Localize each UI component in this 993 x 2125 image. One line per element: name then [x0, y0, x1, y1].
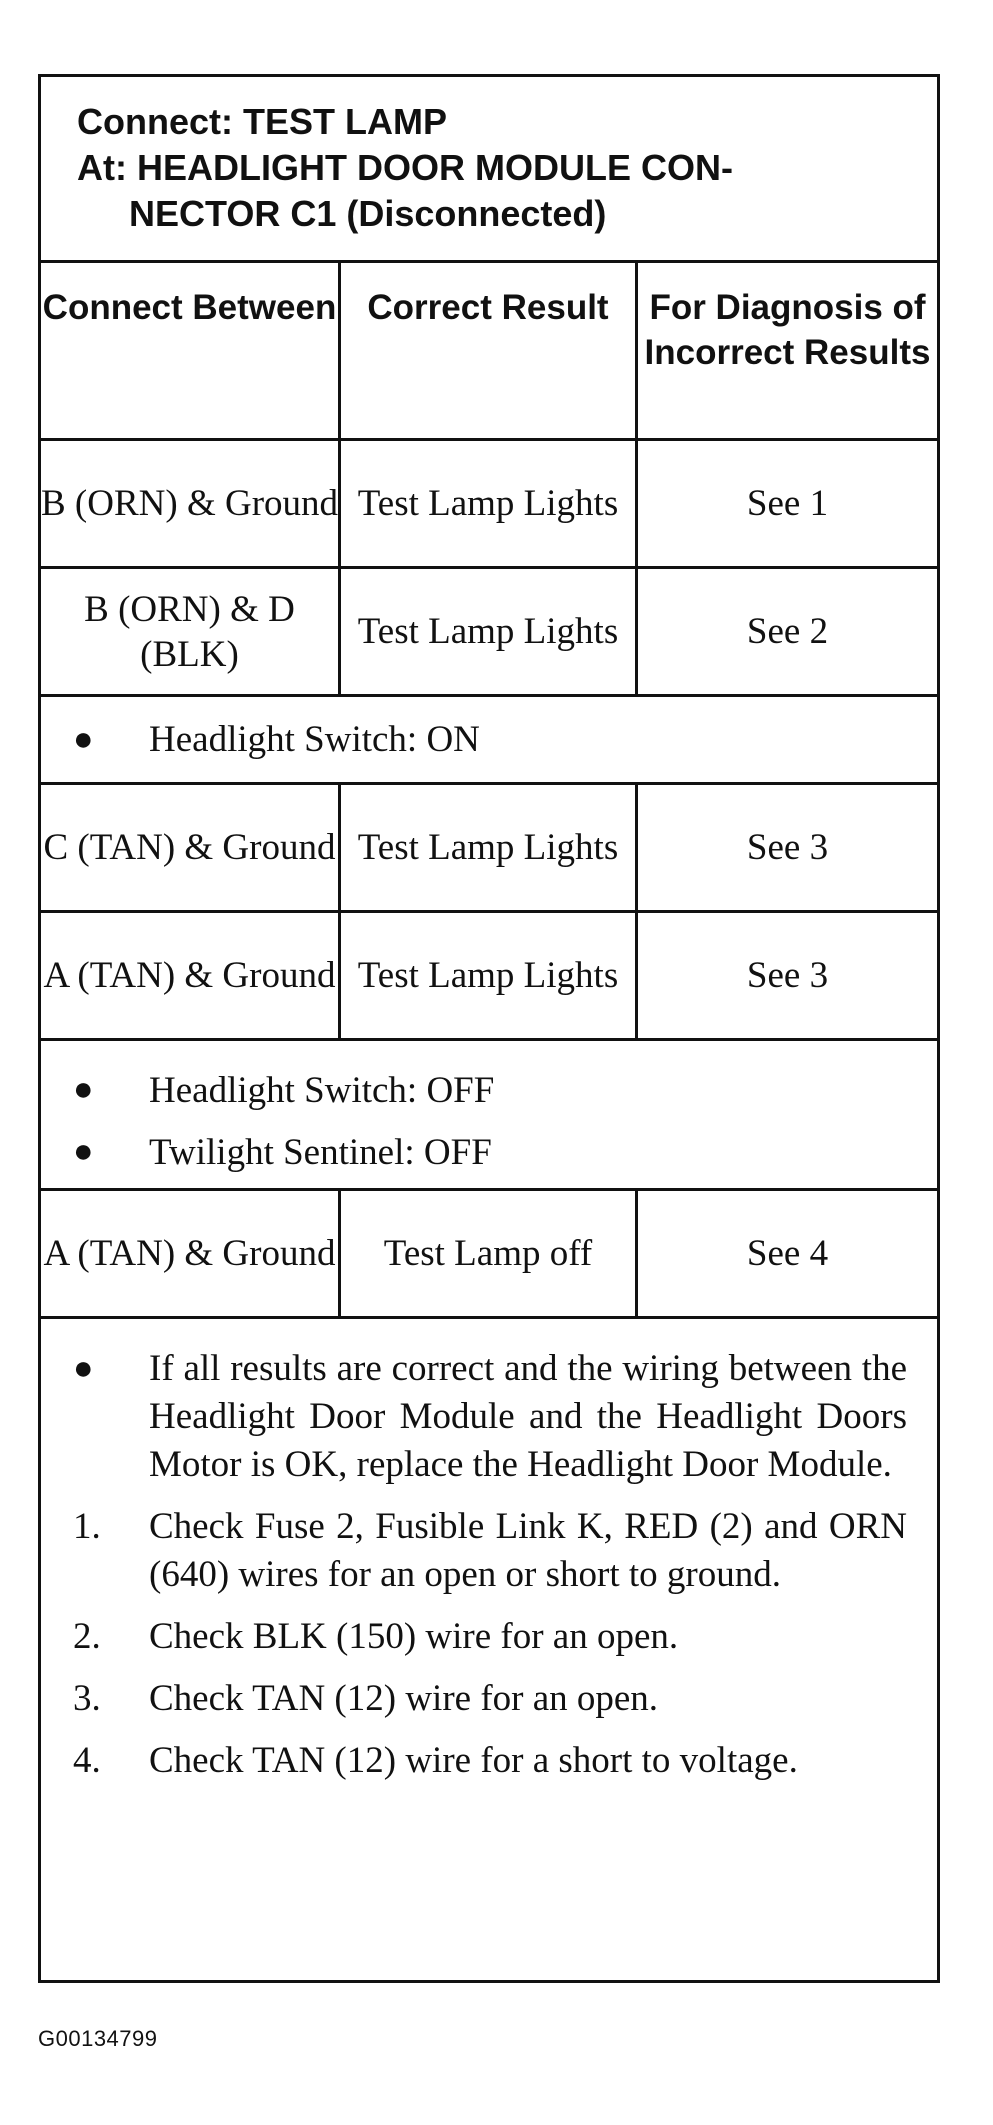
bullet-icon: ●: [73, 1071, 94, 1108]
figure-code: G00134799: [38, 2026, 158, 2051]
instruction-item: [73, 1675, 907, 1723]
header-at-line: At: HEADLIGHT DOOR MODULE CON-: [77, 147, 733, 188]
diagnosis-cell: See 1: [746, 483, 829, 524]
diagnostic-table: [38, 74, 940, 1983]
step-number: 3.: [73, 1678, 101, 1719]
correct-result-cell: Test Lamp Lights: [341, 569, 638, 694]
connect-between-cell: B (ORN) & D (BLK): [41, 569, 341, 694]
instruction-item: [73, 1737, 907, 1785]
condition-item: [73, 1059, 937, 1121]
diagnosis-cell: See 2: [746, 611, 829, 652]
instruction-text: Check Fuse 2, Fusible Link K, RED (2) and ORN (640) wires for an open or short to ground.: [149, 1506, 907, 1595]
connect-between-cell: A (TAN) & Ground: [41, 1191, 341, 1316]
table-header: [41, 77, 937, 263]
bullet-icon: ●: [73, 720, 94, 758]
condition-note: [41, 697, 937, 785]
bullet-icon: ●: [73, 1133, 94, 1170]
condition-item: [73, 718, 480, 761]
correct-result-cell: Test Lamp Lights: [341, 913, 638, 1038]
connect-between-cell: A (TAN) & Ground: [41, 913, 341, 1038]
correct-result-cell: Test Lamp off: [341, 1191, 638, 1316]
connect-between-cell: C (TAN) & Ground: [41, 785, 341, 910]
condition-text: Twilight Sentinel: OFF: [149, 1131, 492, 1173]
col-diagnosis: For Diagnosis of Incorrect Results: [644, 288, 931, 372]
correct-result-cell: Test Lamp Lights: [341, 441, 638, 566]
header-connect-line: Connect: TEST LAMP: [77, 101, 447, 142]
table-row: [41, 913, 937, 1041]
instruction-text: Check TAN (12) wire for a short to voltage.: [149, 1740, 798, 1781]
condition-text: Headlight Switch: ON: [149, 719, 480, 760]
diagnosis-cell: See 3: [746, 827, 829, 868]
table-row: [41, 569, 937, 697]
step-number: 1.: [73, 1506, 101, 1547]
instruction-text: Check TAN (12) wire for an open.: [149, 1678, 659, 1719]
step-number: 4.: [73, 1740, 101, 1781]
bullet-icon: ●: [73, 1350, 94, 1387]
instruction-text: Check BLK (150) wire for an open.: [149, 1616, 679, 1657]
instruction-item: [73, 1345, 907, 1489]
diagnosis-cell: See 4: [746, 1233, 829, 1274]
condition-note: [41, 1041, 937, 1191]
correct-result-cell: Test Lamp Lights: [341, 785, 638, 910]
instruction-text: If all results are correct and the wiring between the Headlight Door Module and the Headlight Doors Motor is OK, replace the Headlight Door Module.: [149, 1348, 907, 1485]
table-row: [41, 1191, 937, 1319]
table-row: [41, 441, 937, 569]
condition-text: Headlight Switch: OFF: [149, 1069, 495, 1111]
instruction-item: [73, 1503, 907, 1599]
header-connector-line: NECTOR C1 (Disconnected): [129, 193, 607, 234]
connect-between-cell: B (ORN) & Ground: [41, 441, 341, 566]
condition-item: [73, 1121, 937, 1183]
diagnosis-cell: See 3: [746, 955, 829, 996]
instruction-item: [73, 1613, 907, 1661]
table-row: [41, 785, 937, 913]
col-connect-between: Connect Between: [41, 263, 341, 438]
step-number: 2.: [73, 1616, 101, 1657]
instructions-section: [41, 1319, 937, 1785]
column-header-row: [41, 263, 937, 441]
col-correct-result: Correct Result: [341, 263, 638, 438]
